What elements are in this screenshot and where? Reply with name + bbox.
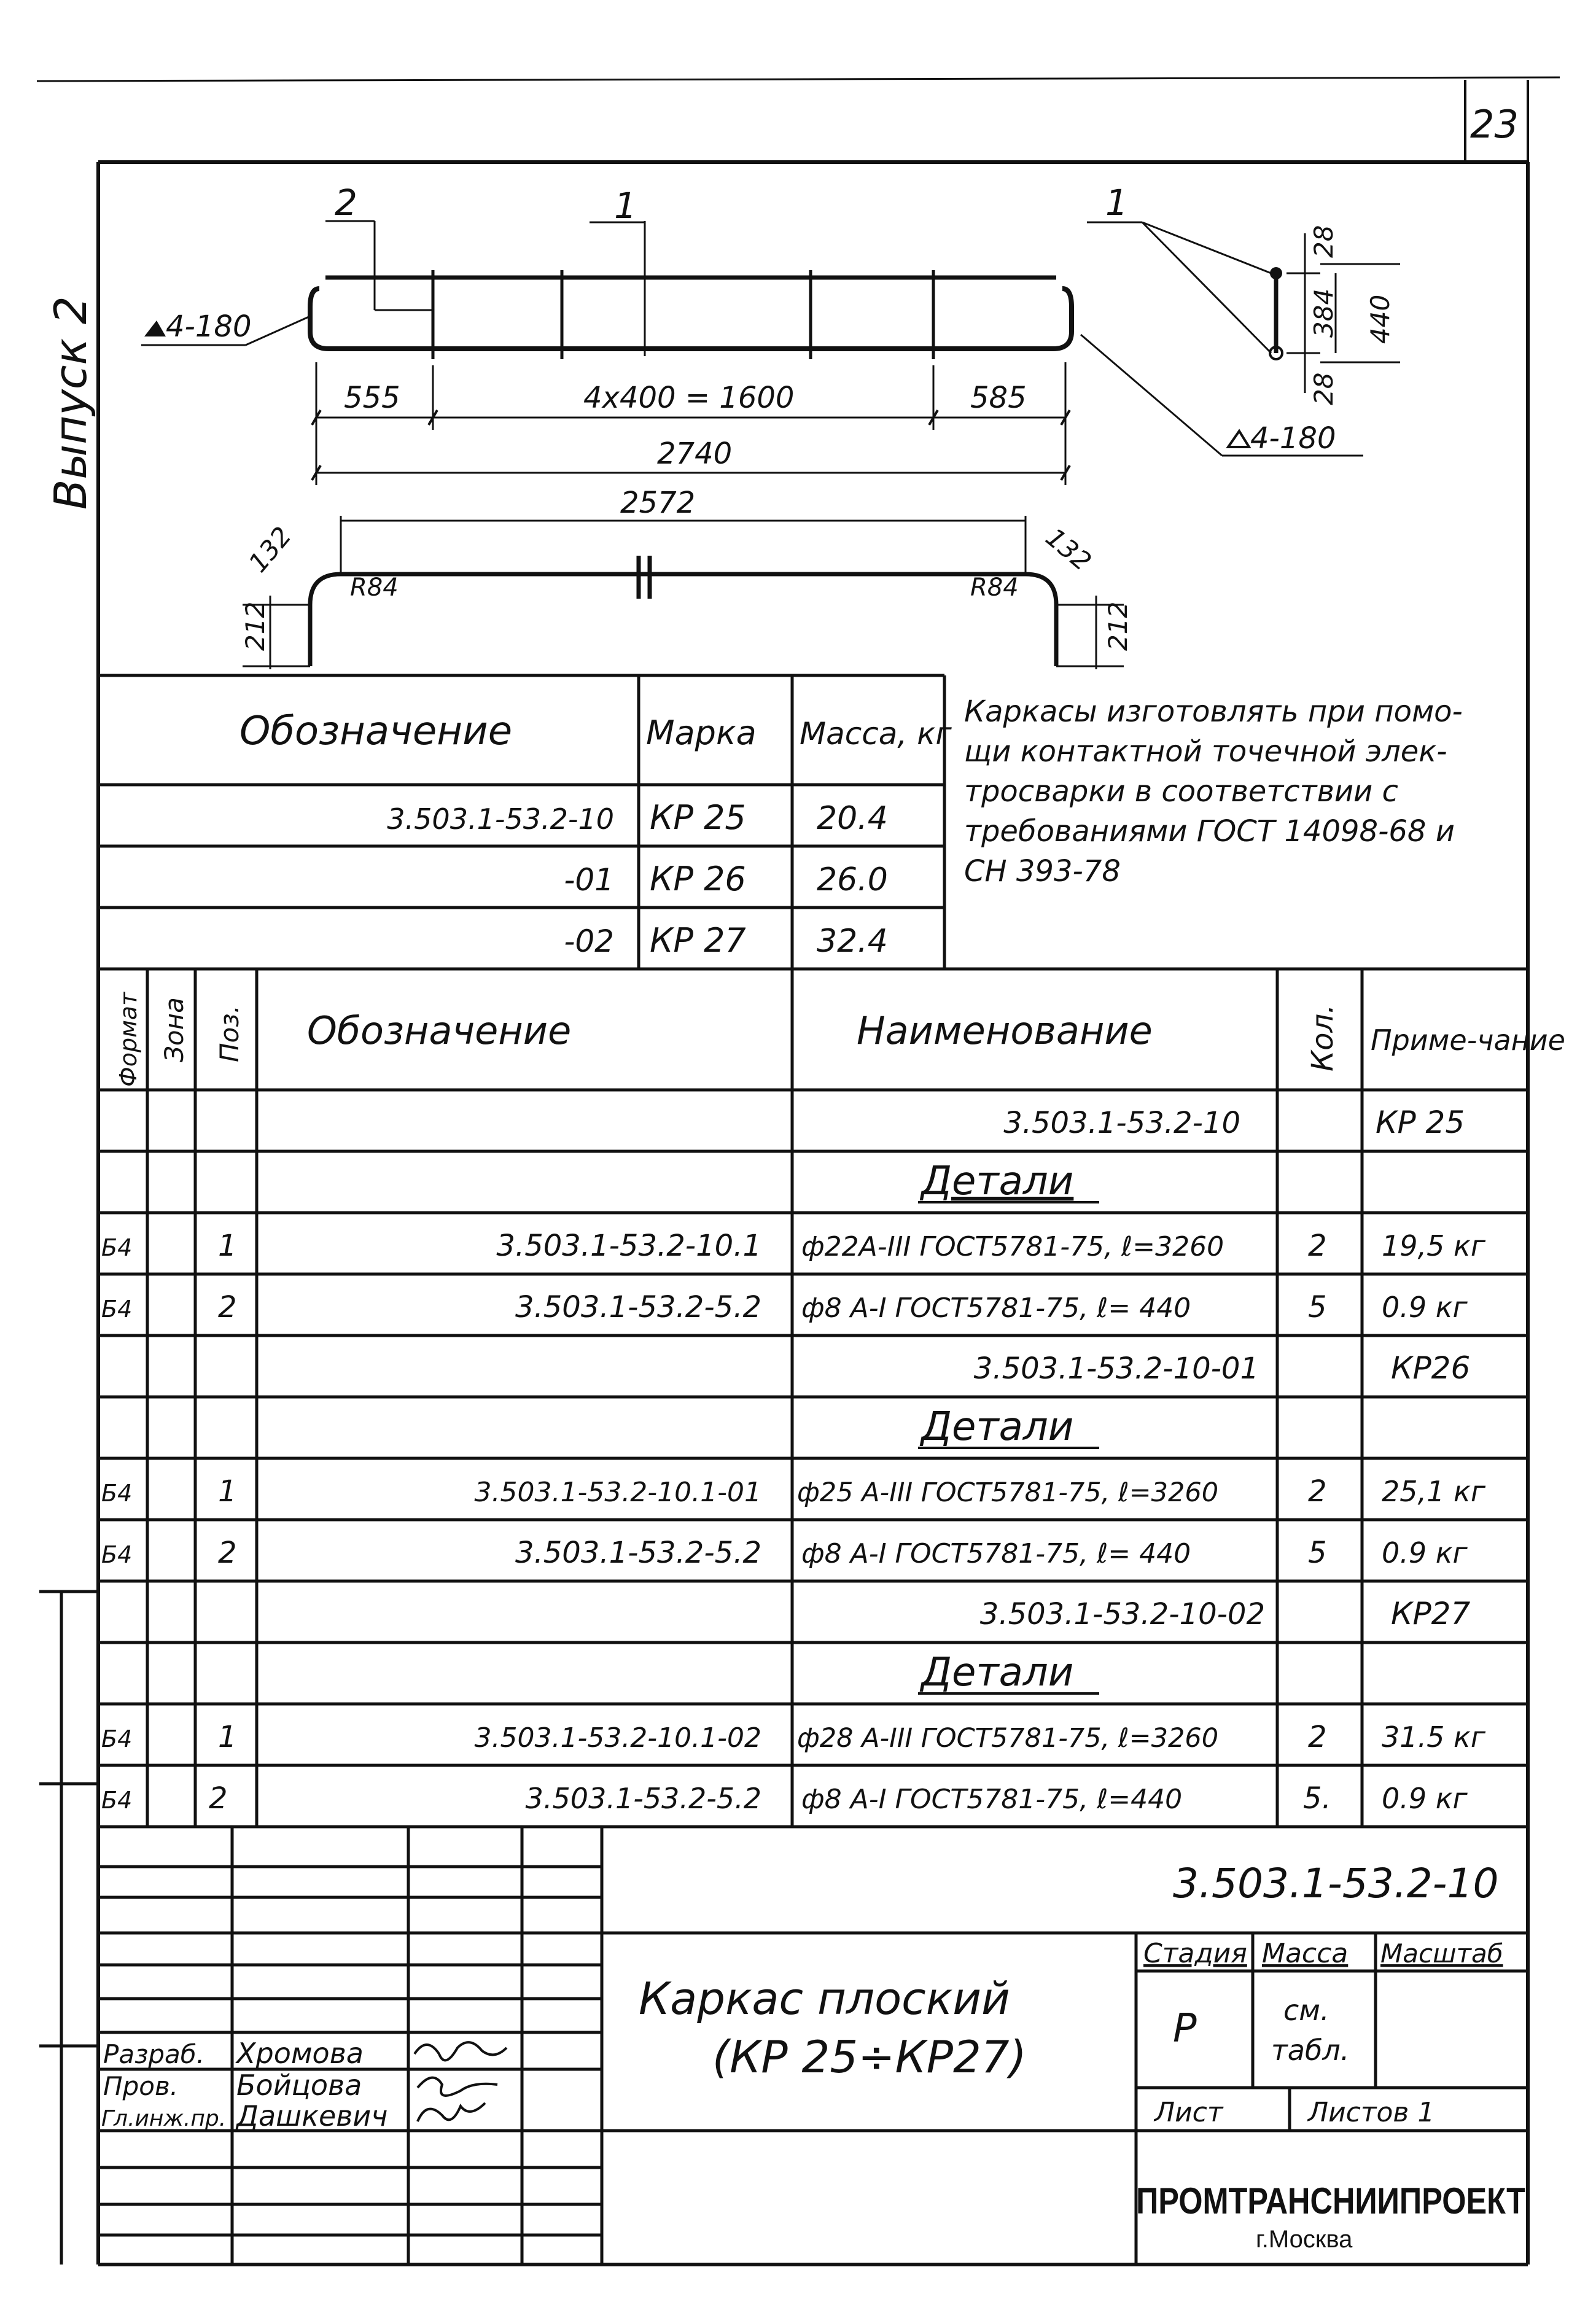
- signer-role: Пров.: [103, 2071, 179, 2101]
- row-qty: 2: [1308, 1720, 1327, 1754]
- sheets-count-label: Листов 1: [1308, 2097, 1435, 2128]
- spec-row: [980, 1596, 1471, 1631]
- spec-row: [1003, 1105, 1465, 1140]
- spec-row-section: [918, 1159, 1099, 1204]
- svg-text:щи контактной точечной элек-: щи контактной точечной элек-: [964, 734, 1447, 769]
- dim-bent-total: 2572: [620, 486, 696, 520]
- row-note: 0.9 кг: [1382, 1536, 1468, 1569]
- row-note: 0.9 кг: [1382, 1782, 1468, 1815]
- svg-text:4-180: 4-180: [1250, 421, 1336, 456]
- marks-row-mark: КР 27: [650, 921, 746, 960]
- mass-label: Масса: [1262, 1938, 1349, 1969]
- row-name: 3.503.1-53.2-10: [1003, 1106, 1240, 1140]
- row-pos: 1: [218, 1229, 237, 1263]
- row-name: ф28 А-III ГОСТ5781-75, ℓ=3260: [797, 1723, 1219, 1754]
- signer-role: Гл.инж.пр.: [101, 2106, 227, 2131]
- callout-pos1-right: 1: [1105, 182, 1128, 224]
- dim-leg-left: 212: [240, 601, 270, 651]
- signer-name: Хромова: [236, 2037, 364, 2070]
- row-note: 19,5 кг: [1382, 1229, 1485, 1262]
- spec-header-zone: Зона: [159, 997, 189, 1062]
- drawing-title-line2: (КР 25÷КР27): [712, 2031, 1027, 2083]
- marks-row-mass: 32.4: [817, 923, 888, 960]
- row-qty: 5: [1308, 1536, 1327, 1570]
- marks-row-designation: 3.503.1-53.2-10: [387, 803, 614, 836]
- dim-total: 2740: [657, 437, 733, 471]
- marks-row-designation: -02: [564, 923, 614, 959]
- row-name: ф8 А-I ГОСТ5781-75, ℓ= 440: [801, 1293, 1191, 1324]
- marks-row-mark: КР 26: [650, 860, 746, 898]
- row-format: Б4: [101, 1725, 133, 1752]
- stage-value: Р: [1173, 2006, 1197, 2051]
- dim-section-mid: 384: [1309, 288, 1339, 338]
- row-pos: 1: [218, 1474, 237, 1509]
- row-note: КР26: [1391, 1350, 1471, 1386]
- svg-text:тросварки в соответствии с: тросварки в соответствии с: [964, 774, 1398, 809]
- row-name: ф25 А-III ГОСТ5781-75, ℓ=3260: [797, 1477, 1219, 1508]
- row-qty: 2: [1308, 1229, 1327, 1263]
- row-designation: 3.503.1-53.2-5.2: [515, 1290, 761, 1324]
- signer-name: Бойцова: [236, 2069, 362, 2102]
- row-qty: 2: [1308, 1474, 1327, 1509]
- spec-row: [974, 1350, 1470, 1386]
- marks-row-mass: 26.0: [817, 861, 888, 898]
- svg-text:2: 2: [335, 182, 357, 224]
- signer-name: Дашкевич: [236, 2099, 388, 2132]
- svg-text:требованиями ГОСТ 14098-68 и: требованиями ГОСТ 14098-68 и: [964, 814, 1455, 849]
- marks-row-designation: -01: [564, 862, 614, 898]
- dim-right-end: 585: [970, 381, 1027, 415]
- dim-section-bottom: 28: [1309, 372, 1339, 405]
- row-format: Б4: [101, 1234, 133, 1261]
- mass-value-2: табл.: [1271, 2034, 1350, 2067]
- stage-label: Стадия: [1143, 1938, 1247, 1969]
- dim-section-top: 28: [1309, 225, 1339, 258]
- dim-radius-left: R84: [350, 573, 399, 602]
- spec-header-note: Приме-чание: [1371, 1024, 1565, 1057]
- row-pos: 1: [218, 1720, 237, 1754]
- row-note: КР27: [1391, 1596, 1471, 1631]
- dim-left-end: 555: [344, 381, 400, 415]
- spec-row-section: [918, 1650, 1099, 1695]
- dim-middle: 4х400 = 1600: [583, 381, 795, 415]
- row-format: Б4: [101, 1787, 133, 1814]
- scale-label: Масштаб: [1380, 1938, 1503, 1969]
- row-note: 0.9 кг: [1382, 1291, 1468, 1324]
- row-pos: 2: [218, 1290, 237, 1324]
- row-name: Детали: [921, 1159, 1074, 1204]
- dim-bend-left: 132: [243, 521, 298, 578]
- marks-header-designation: Обозначение: [239, 709, 513, 754]
- row-name: ф22А-III ГОСТ5781-75, ℓ=3260: [801, 1231, 1224, 1262]
- dim-section-total: 440: [1365, 294, 1395, 344]
- signer-role: Разраб.: [103, 2039, 205, 2069]
- row-format: Б4: [101, 1296, 133, 1323]
- mass-value-1: см.: [1283, 1994, 1329, 2027]
- row-pos: 2: [209, 1781, 228, 1816]
- dim-bend-right: 132: [1040, 522, 1097, 577]
- row-format: Б4: [101, 1541, 133, 1568]
- svg-text:1: 1: [614, 185, 637, 227]
- spec-header-designation: Обозначение: [307, 1008, 572, 1053]
- svg-text:Каркасы изготовлять при помо-: Каркасы изготовлять при помо-: [964, 694, 1463, 729]
- marks-row-mark: КР 25: [650, 798, 746, 837]
- marks-header-mark: Марка: [646, 713, 757, 752]
- organization-name: ПРОМТРАНСНИИПРОЕКТ: [1136, 2180, 1525, 2222]
- row-designation: 3.503.1-53.2-5.2: [515, 1536, 761, 1570]
- spec-header-name: Наименование: [857, 1008, 1153, 1053]
- row-designation: 3.503.1-53.2-10.1-02: [474, 1722, 761, 1754]
- document-code: 3.503.1-53.2-10: [1173, 1860, 1499, 1907]
- issue-label: Выпуск 2: [45, 296, 96, 510]
- marks-header-mass: Масса, кг: [800, 716, 952, 752]
- dim-leg-right: 212: [1103, 601, 1133, 651]
- row-name: Детали: [921, 1650, 1074, 1695]
- svg-text:4-180: 4-180: [166, 309, 252, 344]
- drawing-title-line1: Каркас плоский: [639, 1973, 1010, 2024]
- spec-header-qty: Кол.: [1306, 1004, 1340, 1071]
- row-name: ф8 А-I ГОСТ5781-75, ℓ=440: [801, 1784, 1183, 1815]
- spec-row-section: [918, 1404, 1099, 1450]
- row-note: 25,1 кг: [1382, 1475, 1485, 1508]
- row-qty: 5: [1308, 1290, 1327, 1324]
- row-note: КР 25: [1376, 1105, 1465, 1140]
- row-qty: 5.: [1303, 1781, 1331, 1816]
- spec-header-pos: Поз.: [214, 1005, 244, 1062]
- organization-city: г.Москва: [1256, 2226, 1353, 2253]
- row-name: Детали: [921, 1404, 1074, 1450]
- spec-header-format: Формат: [115, 992, 142, 1087]
- row-designation: 3.503.1-53.2-10.1-01: [474, 1477, 761, 1508]
- row-name: 3.503.1-53.2-10-02: [979, 1597, 1265, 1631]
- svg-text:СН 393-78: СН 393-78: [964, 854, 1121, 888]
- row-name: ф8 А-I ГОСТ5781-75, ℓ= 440: [801, 1538, 1191, 1569]
- row-pos: 2: [218, 1536, 237, 1570]
- row-format: Б4: [101, 1480, 133, 1507]
- marks-row-mass: 20.4: [817, 800, 888, 837]
- dim-radius-right: R84: [970, 573, 1019, 602]
- row-designation: 3.503.1-53.2-10.1: [496, 1229, 761, 1263]
- sheet-number: 23: [1470, 102, 1519, 147]
- row-name: 3.503.1-53.2-10-01: [973, 1351, 1259, 1386]
- row-note: 31.5 кг: [1382, 1720, 1485, 1754]
- row-designation: 3.503.1-53.2-5.2: [525, 1782, 761, 1815]
- sheet-label: Лист: [1154, 2097, 1223, 2128]
